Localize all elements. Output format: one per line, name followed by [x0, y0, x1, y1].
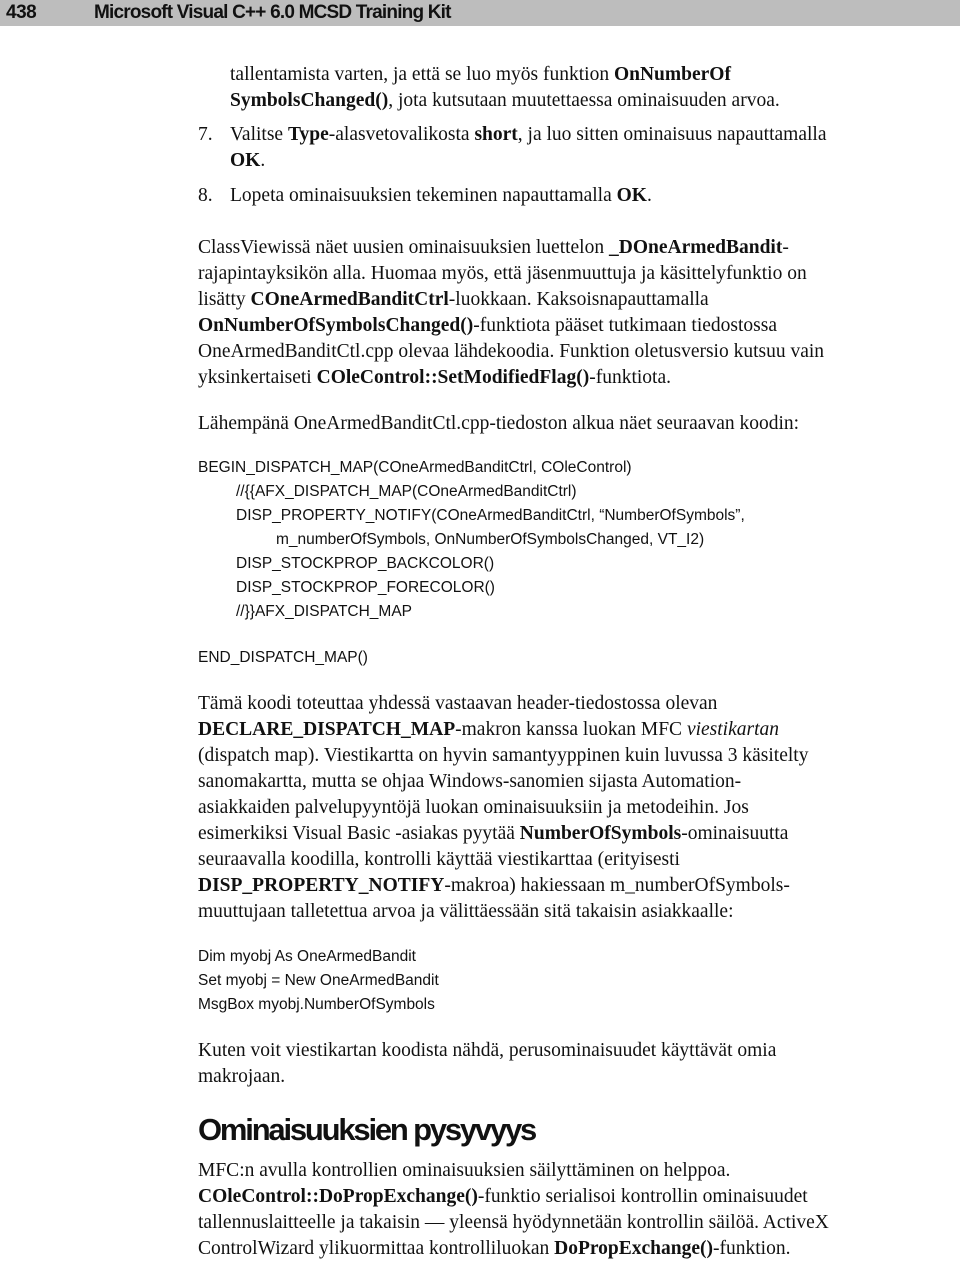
code-line: MsgBox myobj.NumberOfSymbols: [198, 996, 435, 1013]
paragraph-classview: ClassViewissä näet uusien ominaisuuksien luettelon _DOneArmedBandit- rajapintayksikön alla. Huomaa myös, että jäsenmuuttuja ja käsittelyfunktio on lisätty COneArmedBanditCtrl-luokkaan. Kaksoisnapauttamalla OnNumberOfSymbolsChanged()-funktiota pääset tutkimaan tiedostossa OneArmedBanditCtl.cpp olevaa lähdekoodia. Funktion oletusversio kutsuu vain yksinkertaiseti COleControl::SetModifiedFlag()-funktiota.: [198, 237, 825, 388]
step-8: 8. Lopeta ominaisuuksien tekeminen napauttamalla OK.: [0, 183, 960, 209]
paragraph-intro-code: Lähempänä OneArmedBanditCtl.cpp-tiedoston alkua näet seuraavan koodin:: [198, 413, 800, 434]
code-line: Dim myobj As OneArmedBandit: [198, 948, 416, 965]
code-block-dispatch-map: [198, 456, 898, 672]
book-title: Microsoft Visual C++ 6.0 MCSD Training Kit: [94, 2, 451, 23]
step-number: 7.: [198, 124, 213, 145]
continuation-text: tallentamista varten, ja että se luo myös funktion OnNumberOf SymbolsChanged(), jota kutsutaan muutettaessa ominaisuuden arvoa.: [230, 64, 780, 111]
page-number: 438: [6, 2, 37, 23]
section-heading: Ominaisuuksien pysyvyys: [198, 1112, 536, 1147]
step-7: 7. Valitse Type-alasvetovalikosta short, ja luo sitten ominaisuus napauttamalla OK.: [198, 124, 827, 171]
code-line: END_DISPATCH_MAP(): [198, 649, 368, 666]
code-line: DISP_STOCKPROP_FORECOLOR(): [236, 579, 495, 596]
step-number: 8.: [198, 185, 213, 206]
code-line: //}}AFX_DISPATCH_MAP: [236, 603, 413, 620]
code-line: //{{AFX_DISPATCH_MAP(COneArmedBanditCtrl): [236, 483, 577, 500]
code-line: m_numberOfSymbols, OnNumberOfSymbolsChanged, VT_I2): [276, 531, 705, 548]
paragraph-dispatch-map: Tämä koodi toteuttaa yhdessä vastaavan header-tiedostossa olevan DECLARE_DISPATCH_MAP-makron kanssa luokan MFC viestikartan (dispatch map). Viestikartta on hyvin samantyyppinen kuin luvussa 3 käsitelty sanomakartta, mutta se ohjaa Windows-sanomien sijasta Automation- asiakkaiden palvelupyyntöjä luokan ominaisuuksiin ja metodeihin. Jos esimerkiksi Visual Basic -asiakas pyytää NumberOfSymbols-ominaisuutta seuraavalla koodilla, kontrolli käyttää viestikarttaa (erityisesti DISP_PROPERTY_NOTIFY-makroa) hakiessaan m_numberOfSymbols- muuttujaan talletettua arvoa ja välittäessään sitä takaisin asiakkaalle:: [198, 693, 809, 922]
code-block-vb: [198, 945, 698, 1017]
page-header: [0, 0, 960, 26]
paragraph-stock-props: Kuten voit viestikartan koodista nähdä, perusominaisuudet käyttävät omia makrojaan.: [198, 1040, 777, 1087]
code-line: BEGIN_DISPATCH_MAP(COneArmedBanditCtrl, COleControl): [198, 459, 632, 476]
paragraph-persistence: MFC:n avulla kontrollien ominaisuuksien säilyttäminen on helppoa. COleControl::DoPropExchange()-funktio serialisoi kontrollin ominaisuudet tallennuslaitteelle ja takaisin — yleensä hyödynnetään kontrollin säilöä. ActiveX ControlWizard ylikuormittaa kontrolliluokan DoPropExchange()-funktion.: [198, 1160, 829, 1259]
code-line: DISP_PROPERTY_NOTIFY(COneArmedBanditCtrl, “NumberOfSymbols”,: [236, 507, 745, 524]
code-line: DISP_STOCKPROP_BACKCOLOR(): [236, 555, 495, 572]
code-line: Set myobj = New OneArmedBandit: [198, 972, 439, 989]
